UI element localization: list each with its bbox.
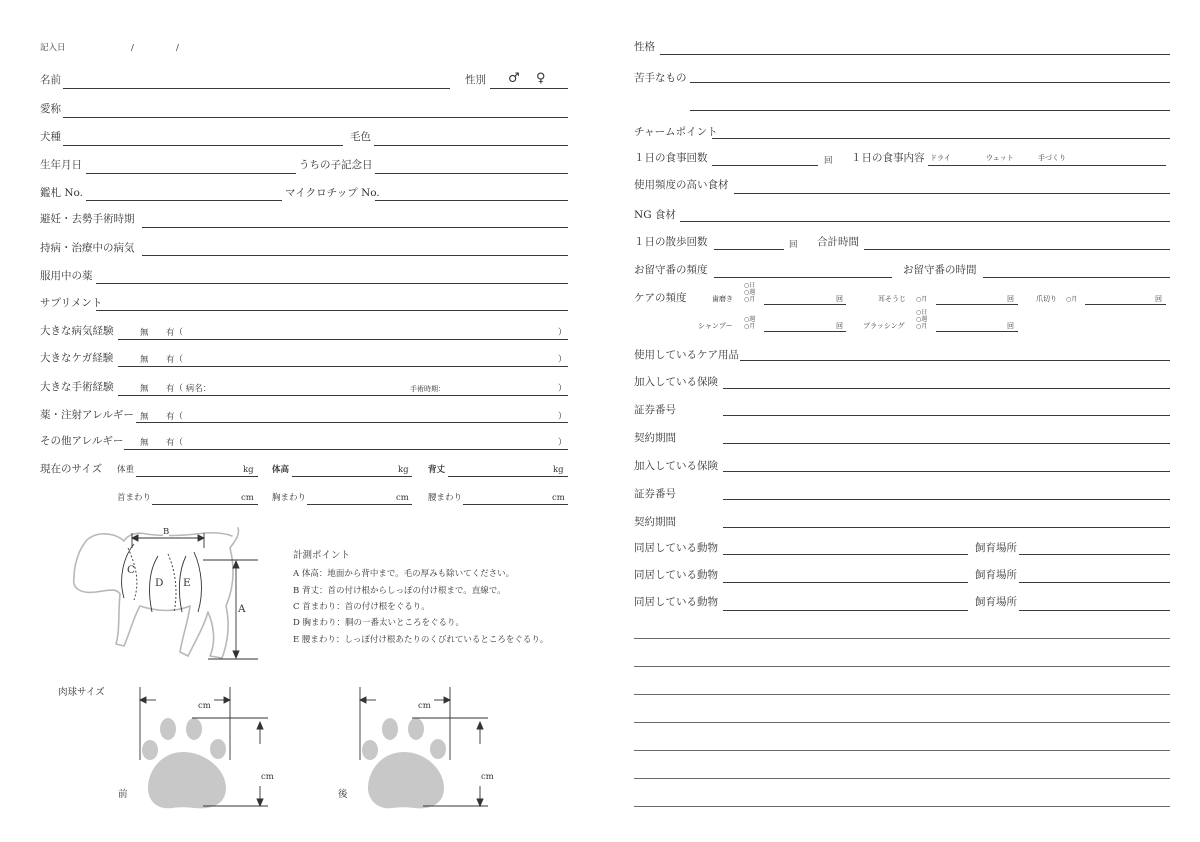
meal-dry-option[interactable]: ドライ	[930, 154, 951, 162]
measure-c-note: C 首まわり：首の付け根をぐるり。	[293, 602, 430, 612]
major-illness-none[interactable]: 無	[140, 328, 149, 338]
tooth-unit: 回	[836, 295, 843, 303]
insurance-1-field[interactable]	[723, 388, 1170, 389]
front-paw-print	[142, 718, 226, 808]
drug-allergy-field[interactable]	[136, 422, 568, 423]
place-2-field[interactable]	[1019, 582, 1170, 583]
total-time-field[interactable]	[864, 249, 1170, 250]
care-products-label: 使用しているケア用品	[634, 349, 739, 361]
major-illness-label: 大きな病気経験	[40, 325, 114, 337]
adoption-day-label: うちの子記念日	[299, 159, 373, 171]
illness-label: 持病・治療中の病気	[40, 242, 135, 254]
ng-food-label: NG 食材	[634, 209, 676, 221]
birthday-field[interactable]	[86, 173, 296, 174]
place-1-label: 飼育場所	[975, 542, 1017, 554]
major-injury-close: ）	[558, 355, 567, 365]
front-paw-length-unit: cm	[261, 772, 274, 782]
brushing-opt-week[interactable]: ○週	[916, 316, 928, 323]
note-line-4[interactable]	[634, 722, 1170, 723]
spay-label: 避妊・去勢手術時期	[40, 213, 135, 225]
other-allergy-none[interactable]: 無	[140, 438, 149, 448]
waist-label: 腰まわり	[428, 493, 463, 503]
measure-a-note: A 体高：地面から背中まで。毛の厚みも除いてください。	[293, 569, 515, 579]
back-paw-width-unit: cm	[418, 701, 431, 711]
diagram-a-label: A	[238, 603, 246, 615]
brushing-opt-day[interactable]: ○日	[916, 309, 928, 316]
other-allergy-field[interactable]	[124, 449, 568, 450]
place-3-field[interactable]	[1019, 610, 1170, 611]
brushing-unit: 回	[1007, 322, 1014, 330]
nail-unit: 回	[1155, 295, 1162, 303]
chest-unit: cm	[396, 493, 409, 503]
microchip-field[interactable]	[375, 200, 568, 201]
personality-label: 性格	[634, 41, 655, 53]
shampoo-label: シャンプー	[698, 322, 733, 330]
meal-content-label: １日の食事内容	[851, 152, 925, 164]
ear-opt-month[interactable]: ○月	[916, 296, 928, 303]
sex-female-option[interactable]: ♀	[536, 71, 546, 86]
coat-color-label: 毛色	[350, 131, 371, 143]
period-1-field[interactable]	[723, 443, 1170, 444]
walk-count-unit: 回	[789, 240, 798, 250]
home-alone-time-label: お留守番の時間	[903, 264, 977, 276]
tooth-opt-month[interactable]: ○月	[744, 296, 756, 303]
policy-1-label: 証券番号	[634, 404, 676, 416]
back-length-unit: kg	[553, 465, 564, 475]
dislikes-field-2[interactable]	[690, 110, 1170, 111]
surgery-field[interactable]	[118, 395, 568, 396]
height-label: 体高	[272, 465, 290, 475]
place-2-label: 飼育場所	[975, 569, 1017, 581]
period-2-label: 契約期間	[634, 516, 676, 528]
place-3-label: 飼育場所	[975, 596, 1017, 608]
birthday-label: 生年月日	[40, 159, 82, 171]
sex-field[interactable]	[490, 88, 568, 89]
shampoo-field[interactable]	[764, 331, 846, 332]
home-alone-freq-label: お留守番の頻度	[634, 264, 708, 276]
weight-label: 体重	[117, 465, 135, 475]
brushing-opt-month[interactable]: ○月	[916, 323, 928, 330]
personality-field[interactable]	[660, 54, 1170, 55]
major-injury-yes[interactable]: 有（	[166, 355, 184, 365]
weight-unit: kg	[243, 465, 254, 475]
major-injury-none[interactable]: 無	[140, 355, 149, 365]
measure-a-arrow	[203, 560, 258, 659]
note-line-5[interactable]	[634, 750, 1170, 751]
major-injury-field[interactable]	[118, 366, 568, 367]
note-line-1[interactable]	[634, 638, 1170, 639]
home-alone-time-field[interactable]	[983, 277, 1170, 278]
charm-field[interactable]	[712, 138, 1170, 139]
size-label: 現在のサイズ	[40, 463, 103, 475]
nickname-label: 愛称	[40, 103, 61, 115]
neck-label: 首まわり	[117, 493, 152, 503]
major-illness-field[interactable]	[118, 339, 568, 340]
tooth-label: 歯磨き	[712, 295, 733, 303]
cohabit-2-label: 同居している動物	[634, 569, 718, 581]
meal-content-field[interactable]	[928, 165, 1166, 166]
tooth-opt-week[interactable]: ○週	[744, 289, 756, 296]
meal-wet-option[interactable]: ウェット	[986, 154, 1014, 162]
dog-silhouette	[74, 528, 239, 658]
sex-male-option[interactable]: ♂	[508, 71, 520, 86]
note-line-7[interactable]	[634, 806, 1170, 807]
cohabit-2-field[interactable]	[723, 582, 968, 583]
nail-field[interactable]	[1085, 304, 1166, 305]
major-illness-yes[interactable]: 有（	[166, 328, 184, 338]
diagram-e-label: E	[183, 577, 191, 589]
charm-label: チャームポイント	[634, 126, 718, 138]
other-allergy-label: その他アレルギー	[40, 435, 124, 447]
nail-label: 爪切り	[1036, 295, 1057, 303]
care-freq-label: ケアの頻度	[634, 292, 687, 304]
height-unit: kg	[398, 465, 409, 475]
ear-field[interactable]	[936, 304, 1018, 305]
license-label: 鑑札 No.	[40, 187, 83, 199]
height-field[interactable]	[292, 476, 412, 477]
policy-1-field[interactable]	[723, 415, 1170, 416]
microchip-label: マイクロチップ No.	[285, 187, 380, 199]
meal-count-field[interactable]	[712, 165, 818, 166]
front-paw-label: 前	[118, 789, 128, 800]
back-paw-length-unit: cm	[481, 772, 494, 782]
cohabit-1-label: 同居している動物	[634, 542, 718, 554]
nail-opt-month[interactable]: ○月	[1066, 296, 1078, 303]
waist-unit: cm	[552, 493, 565, 503]
total-time-label: 合計時間	[817, 236, 859, 248]
insurance-2-label: 加入している保険	[634, 460, 718, 472]
supplement-label: サプリメント	[40, 297, 103, 309]
back-paw-print	[362, 718, 446, 808]
other-allergy-yes[interactable]: 有（	[166, 438, 184, 448]
shampoo-opt-month[interactable]: ○月	[744, 323, 756, 330]
measure-d-note: D 胸まわり：胴の一番太いところをぐるり。	[293, 618, 465, 628]
measure-e-note: E 腰まわり：しっぽ付け根あたりのくびれているところをぐるり。	[293, 635, 549, 645]
home-alone-freq-field[interactable]	[714, 277, 892, 278]
date-separator-2: /	[176, 43, 179, 53]
major-illness-close: ）	[558, 328, 567, 338]
care-products-field[interactable]	[740, 360, 1170, 361]
place-1-field[interactable]	[1019, 554, 1170, 555]
cohabit-3-label: 同居している動物	[634, 596, 718, 608]
brushing-label: ブラッシング	[863, 322, 905, 330]
measure-b-note: B 背丈：首の付け根からしっぽの付け根まで。直線で。	[293, 586, 506, 596]
back-length-label: 背丈	[428, 465, 446, 475]
frequent-food-label: 使用頻度の高い食材	[634, 179, 729, 191]
coat-color-field[interactable]	[374, 145, 568, 146]
insurance-2-field[interactable]	[723, 471, 1170, 472]
policy-2-label: 証券番号	[634, 488, 676, 500]
front-paw-width-unit: cm	[198, 701, 211, 711]
neck-field[interactable]	[152, 504, 258, 505]
surgery-none[interactable]: 無	[140, 384, 149, 394]
diagram-c-label: C	[127, 564, 136, 576]
medicine-label: 服用中の薬	[40, 270, 93, 282]
adoption-day-field[interactable]	[375, 173, 568, 174]
walk-count-label: １日の散歩回数	[634, 236, 708, 248]
sex-label: 性別	[465, 74, 486, 86]
drug-allergy-close: ）	[558, 412, 567, 422]
dislikes-label: 苦手なもの	[634, 72, 687, 84]
drug-allergy-yes[interactable]: 有（	[166, 412, 184, 422]
weight-field[interactable]	[136, 476, 258, 477]
surgery-label: 大きな手術経験	[40, 381, 114, 393]
name-label: 名前	[40, 74, 61, 86]
breed-field[interactable]	[63, 145, 343, 146]
paw-size-title: 肉球サイズ	[58, 687, 105, 698]
major-injury-label: 大きなケガ経験	[40, 352, 114, 364]
shampoo-opt-week[interactable]: ○週	[744, 316, 756, 323]
chest-field[interactable]	[307, 504, 412, 505]
diagram-d-label: D	[155, 577, 164, 589]
meal-homemade-option[interactable]: 手づくり	[1038, 154, 1066, 162]
note-line-3[interactable]	[634, 694, 1170, 695]
meal-count-label: １日の食事回数	[634, 152, 708, 164]
name-field[interactable]	[63, 88, 450, 89]
ear-unit: 回	[1007, 295, 1014, 303]
illness-field[interactable]	[142, 255, 568, 256]
neck-unit: cm	[241, 493, 254, 503]
nickname-field[interactable]	[63, 117, 568, 118]
period-2-field[interactable]	[723, 527, 1170, 528]
diagram-b-label: B	[163, 527, 170, 537]
drug-allergy-label: 薬・注射アレルギー	[40, 409, 134, 421]
cohabit-1-field[interactable]	[723, 554, 968, 555]
ng-food-field[interactable]	[680, 221, 1170, 222]
meal-count-unit: 回	[824, 156, 833, 166]
back-paw-diagram	[0, 0, 1, 1]
ear-label: 耳そうじ	[878, 295, 906, 303]
waist-field[interactable]	[463, 504, 568, 505]
surgery-close: ）	[558, 384, 567, 394]
measure-title: 計測ポイント	[293, 550, 351, 561]
spay-field[interactable]	[142, 227, 568, 228]
license-field[interactable]	[86, 200, 282, 201]
brushing-field[interactable]	[936, 331, 1018, 332]
insurance-1-label: 加入している保険	[634, 376, 718, 388]
date-separator-1: /	[131, 43, 134, 53]
shampoo-unit: 回	[836, 322, 843, 330]
frequent-food-field[interactable]	[734, 193, 1170, 194]
cohabit-3-field[interactable]	[723, 610, 968, 611]
surgery-time-label: 手術時期：	[410, 385, 445, 393]
date-label: 記入日	[40, 43, 66, 53]
other-allergy-close: ）	[558, 438, 567, 448]
period-1-label: 契約期間	[634, 432, 676, 444]
surgery-disease-label[interactable]: 有（ 病名：	[166, 384, 212, 394]
policy-2-field[interactable]	[723, 499, 1170, 500]
dislikes-field[interactable]	[690, 82, 1170, 83]
drug-allergy-none[interactable]: 無	[140, 412, 149, 422]
medicine-field[interactable]	[96, 283, 568, 284]
back-paw-label: 後	[338, 789, 348, 800]
note-line-6[interactable]	[634, 778, 1170, 779]
back-length-field[interactable]	[448, 476, 568, 477]
chest-label: 胸まわり	[272, 493, 307, 503]
tooth-opt-day[interactable]: ○日	[744, 282, 756, 289]
walk-count-field[interactable]	[714, 249, 784, 250]
breed-label: 犬種	[40, 131, 61, 143]
supplement-field[interactable]	[96, 310, 568, 311]
note-line-2[interactable]	[634, 666, 1170, 667]
tooth-field[interactable]	[764, 304, 846, 305]
